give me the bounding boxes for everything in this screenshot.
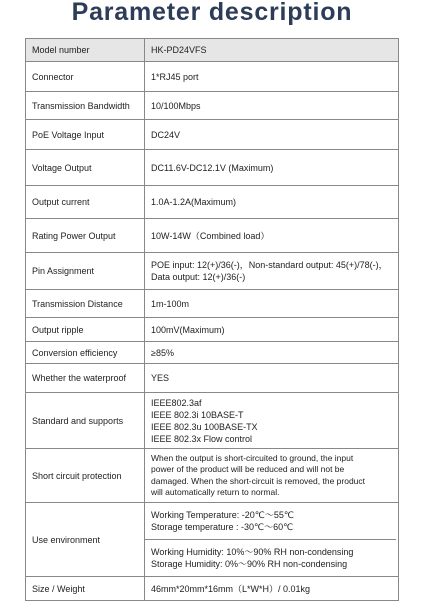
short-circuit-line: damaged. When the short-circuit is removed, the product bbox=[151, 475, 366, 486]
table-row bbox=[26, 503, 399, 577]
row-label-short-circuit: Short circuit protection bbox=[26, 449, 145, 503]
table-row bbox=[26, 120, 399, 150]
table-row bbox=[26, 39, 399, 62]
table-row bbox=[26, 92, 399, 120]
table-row bbox=[26, 342, 399, 364]
row-label-voltage-output: Voltage Output bbox=[26, 150, 145, 186]
row-value-bandwidth: 10/100Mbps bbox=[145, 92, 399, 120]
row-label-efficiency: Conversion efficiency bbox=[26, 342, 145, 364]
table-row bbox=[26, 577, 399, 601]
row-label-distance: Transmission Distance bbox=[26, 290, 145, 318]
row-label-bandwidth: Transmission Bandwidth bbox=[26, 92, 145, 120]
short-circuit-line: When the output is short-circuited to ground, the input bbox=[151, 452, 354, 463]
standard-line: IEEE 802.3i 10BASE-T bbox=[151, 409, 244, 420]
table-row bbox=[26, 253, 399, 290]
pin-line: Data output: 12(+)/36(-) bbox=[151, 272, 246, 282]
row-value-output-current: 1.0A-1.2A(Maximum) bbox=[145, 186, 399, 219]
row-label-rating-power: Rating Power Output bbox=[26, 219, 145, 253]
parameter-table bbox=[25, 38, 399, 601]
row-value-efficiency: ≥85% bbox=[145, 342, 399, 364]
short-circuit-line: will automatically return to normal. bbox=[151, 487, 280, 497]
standard-line: IEEE 802.3u 100BASE-TX bbox=[151, 421, 258, 432]
row-label-model-number: Model number bbox=[26, 39, 145, 62]
row-value-pin-assignment bbox=[145, 253, 399, 290]
row-label-pin-assignment: Pin Assignment bbox=[26, 253, 145, 290]
row-value-connector: 1*RJ45 port bbox=[145, 62, 399, 92]
table-row bbox=[26, 62, 399, 92]
standard-line: IEEE 802.3x Flow control bbox=[151, 433, 253, 444]
table-row bbox=[26, 449, 399, 503]
row-value-short-circuit bbox=[145, 449, 399, 503]
row-label-use-environment: Use environment bbox=[26, 503, 145, 577]
environment-line: Working Temperature: -20℃～55℃ bbox=[151, 510, 294, 520]
table-row bbox=[26, 364, 399, 393]
row-value-waterproof: YES bbox=[145, 364, 399, 393]
row-value-poe-input: DC24V bbox=[145, 120, 399, 150]
humidity-group bbox=[145, 539, 396, 576]
row-label-size-weight: Size / Weight bbox=[26, 577, 145, 601]
environment-line: Storage Humidity: 0%～90% RH non-condensing bbox=[151, 559, 348, 569]
row-value-standards bbox=[145, 393, 399, 449]
row-value-use-environment bbox=[145, 503, 399, 577]
row-value-voltage-output: DC11.6V-DC12.1V (Maximum) bbox=[145, 150, 399, 186]
table-row bbox=[26, 318, 399, 342]
row-value-model-number: HK-PD24VFS bbox=[145, 39, 399, 62]
pin-line: POE input: 12(+)/36(-)，Non-standard output: 45(+)/78(-)， bbox=[151, 260, 388, 270]
temperature-group bbox=[151, 503, 396, 539]
environment-line: Storage temperature : -30℃～60℃ bbox=[151, 522, 294, 532]
row-label-standards: Standard and supports bbox=[26, 393, 145, 449]
page-title: Parameter description bbox=[71, 0, 353, 26]
row-label-poe-input: PoE Voltage Input bbox=[26, 120, 145, 150]
table-row bbox=[26, 186, 399, 219]
short-circuit-line: power of the product will be reduced and will not be bbox=[151, 464, 345, 474]
table-row bbox=[26, 393, 399, 449]
environment-line: Working Humidity: 10%～90% RH non-condensing bbox=[151, 547, 354, 557]
row-value-distance: 1m-100m bbox=[145, 290, 399, 318]
table-row bbox=[26, 290, 399, 318]
row-label-waterproof: Whether the waterproof bbox=[26, 364, 145, 393]
standard-line: IEEE802.3af bbox=[151, 397, 202, 408]
row-label-ripple: Output ripple bbox=[26, 318, 145, 342]
table-row bbox=[26, 150, 399, 186]
row-label-output-current: Output current bbox=[26, 186, 145, 219]
row-value-size-weight: 46mm*20mm*16mm（L*W*H）/ 0.01kg bbox=[145, 577, 399, 601]
row-value-rating-power: 10W-14W（Combined load） bbox=[145, 219, 399, 253]
row-value-ripple: 100mV(Maximum) bbox=[145, 318, 399, 342]
row-label-connector: Connector bbox=[26, 62, 145, 92]
table-row bbox=[26, 219, 399, 253]
